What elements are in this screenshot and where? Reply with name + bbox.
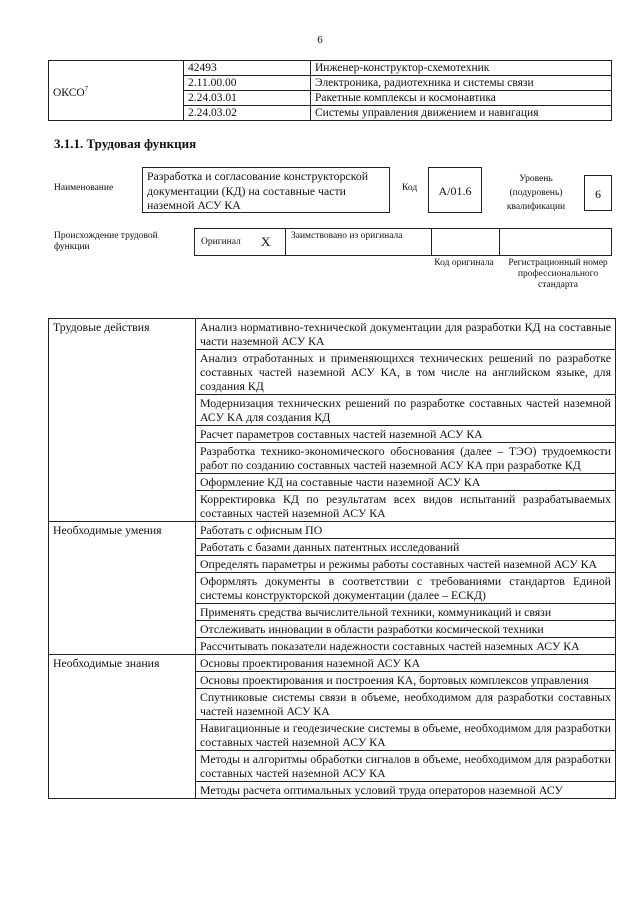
code-label: Код <box>402 183 418 193</box>
level-value: 6 <box>584 175 612 211</box>
section-title: 3.1.1. Трудовая функция <box>54 136 197 151</box>
okso-name: Системы управления движением и навигация <box>311 106 612 121</box>
okso-code: 2.24.03.02 <box>184 106 311 121</box>
table-cell: Основы проектирования наземной АСУ КА <box>196 655 616 672</box>
category-cell: Необходимые умения <box>49 522 196 655</box>
table-cell: Методы и алгоритмы обработки сигналов в объеме, необходимом для разработки составных частей наземной АСУ КА <box>196 751 616 782</box>
okso-table <box>48 60 612 121</box>
okso-code: 2.24.03.01 <box>184 91 311 106</box>
okso-name: Ракетные комплексы и космонавтика <box>311 91 612 106</box>
table-cell: Работать с офисным ПО <box>196 522 616 539</box>
okso-name: Электроника, радиотехника и системы связи <box>311 76 612 91</box>
code-original-label: Код оригинала <box>434 258 494 268</box>
divider <box>431 228 432 256</box>
origin-box <box>194 228 612 256</box>
table-cell: Рассчитывать показатели надежности составных частей наземных АСУ КА <box>196 638 616 655</box>
original-label: Оригинал <box>201 237 241 247</box>
table-cell: Отслеживать инновации в области разработки космической техники <box>196 621 616 638</box>
function-code: A/01.6 <box>428 167 482 213</box>
name-label: Наименование <box>54 183 114 193</box>
table-cell: Определять параметры и режимы работы составных частей наземной АСУ КА <box>196 556 616 573</box>
table-cell: Навигационные и геодезические системы в объеме, необходимом для разработки составных частей наземной АСУ КА <box>196 720 616 751</box>
table-row <box>49 61 612 76</box>
okso-name: Инженер-конструктор-схемотехник <box>311 61 612 76</box>
table-row <box>49 319 616 350</box>
divider <box>499 228 500 256</box>
competencies-table <box>48 318 616 799</box>
table-cell: Спутниковые системы связи в объеме, необходимом для разработки составных частей наземной АСУ КА <box>196 689 616 720</box>
table-cell: Анализ нормативно-технической документации для разработки КД на составные части наземной АСУ КА <box>196 319 616 350</box>
table-cell: Оформлять документы в соответствии с требованиями стандартов Единой системы конструкторской документации (далее – ЕСКД) <box>196 573 616 604</box>
reg-number-label: Регистрационный номер профессионального стандарта <box>508 258 608 290</box>
table-cell: Разработка технико-экономического обоснования (далее – ТЭО) трудоемкости работ по созданию составных частей наземной АСУ КА при разработке КД <box>196 443 616 474</box>
category-cell: Трудовые действия <box>49 319 196 522</box>
page-number: 6 <box>317 34 323 46</box>
original-mark: X <box>261 234 271 249</box>
origin-label: Происхождение трудовой функции <box>54 231 158 252</box>
table-cell: Расчет параметров составных частей наземной АСУ КА <box>196 426 616 443</box>
table-cell: Основы проектирования и построения КА, бортовых комплексов управления <box>196 672 616 689</box>
okso-footnote: 7 <box>84 84 89 93</box>
table-cell: Методы расчета оптимальных условий труда операторов наземной АСУ <box>196 782 616 799</box>
okso-code: 42493 <box>184 61 311 76</box>
table-cell: Модернизация технических решений по разработке составных частей наземной АСУ КА для создания КД <box>196 395 616 426</box>
table-cell: Работать с базами данных патентных исследований <box>196 539 616 556</box>
okso-label-cell <box>49 61 184 121</box>
table-cell: Оформление КД на составные части наземной АСУ КА <box>196 474 616 491</box>
okso-label: ОКСО <box>53 86 85 99</box>
table-cell: Корректировка КД по результатам всех видов испытаний разрабатываемых составных частей наземной АСУ КА <box>196 491 616 522</box>
divider <box>285 228 286 256</box>
table-row <box>49 522 616 539</box>
table-row <box>49 655 616 672</box>
okso-code: 2.11.00.00 <box>184 76 311 91</box>
category-cell: Необходимые знания <box>49 655 196 799</box>
function-name: Разработка и согласование конструкторской документации (КД) на составные части наземной АСУ КА <box>142 167 390 213</box>
table-cell: Применять средства вычислительной техники, коммуникаций и связи <box>196 604 616 621</box>
table-cell: Анализ отработанных и применяющихся технических решений по разработке составных частей наземной АСУ КА, в том числе на английском языке, для создания КД <box>196 350 616 395</box>
borrowed-label: Заимствовано из оригинала <box>291 231 403 241</box>
level-label: Уровень (подуровень) квалификации <box>506 174 566 212</box>
